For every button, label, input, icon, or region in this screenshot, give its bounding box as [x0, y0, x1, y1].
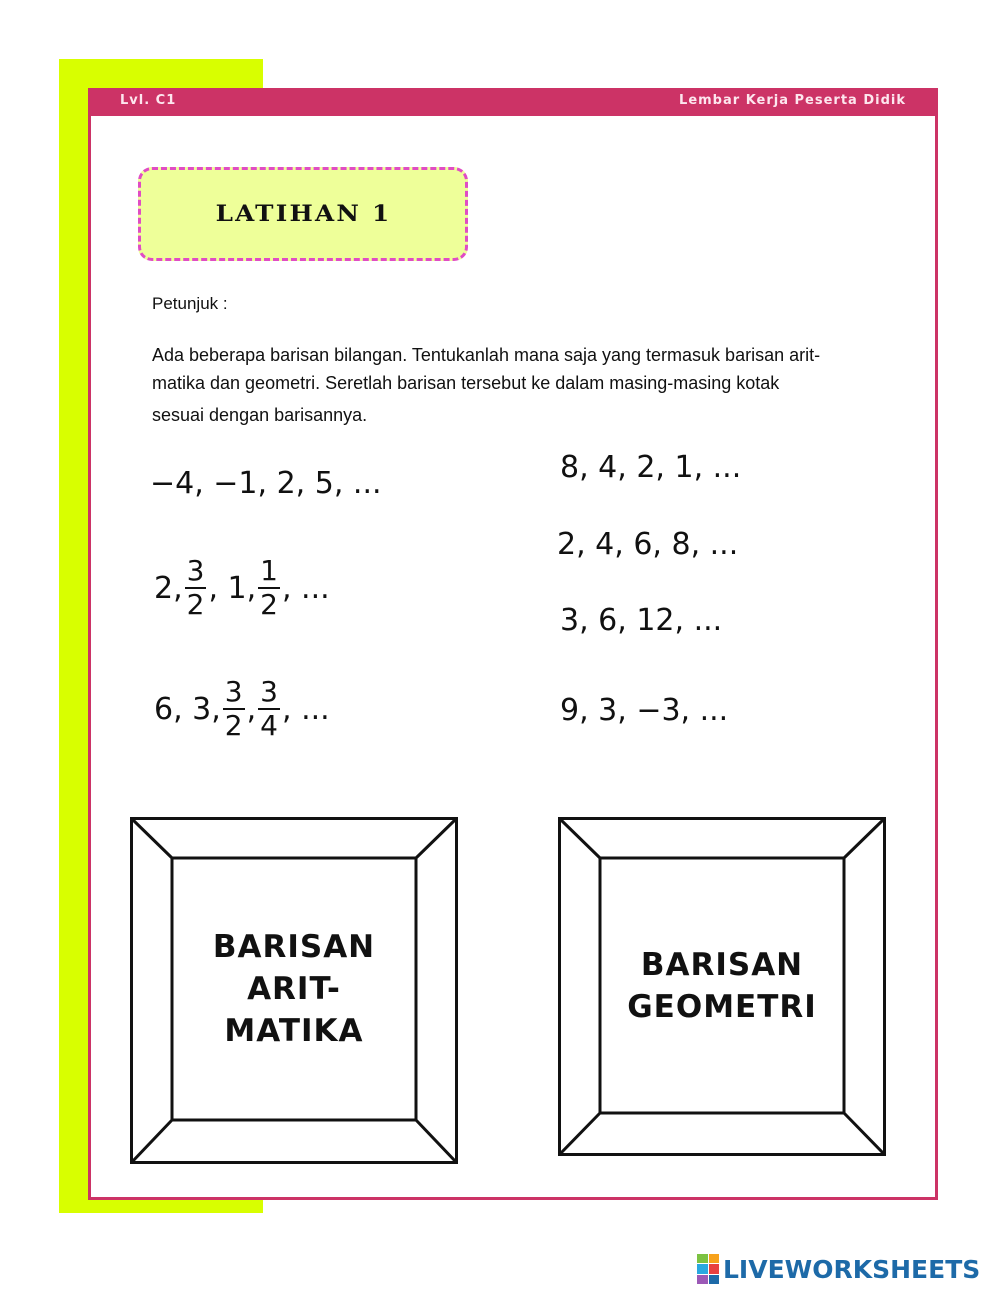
exercise-title: LATIHAN 1	[215, 201, 391, 227]
sequence-card[interactable]	[560, 603, 722, 638]
sequence-text: 2,	[154, 570, 183, 606]
fraction-denominator: 2	[224, 709, 243, 742]
fraction-numerator: 3	[224, 675, 243, 708]
instructions-line: Ada beberapa barisan bilangan. Tentukanlah mana saja yang termasuk barisan arit-	[152, 345, 821, 365]
geometric-label-line: BARISAN	[640, 946, 804, 983]
sequence-text: 3, 6, 12, ...	[560, 603, 723, 638]
fraction-numerator: 3	[186, 554, 205, 587]
geometric-label-line: GEOMETRI	[627, 988, 817, 1025]
sequence-text: , ...	[282, 691, 330, 727]
instructions-text	[152, 341, 912, 429]
sequence-card[interactable]	[560, 450, 741, 485]
sequence-text: , ...	[281, 570, 330, 606]
instructions-label: Petunjuk :	[152, 294, 228, 313]
header-bar	[88, 88, 938, 116]
sequence-text: −4, −1, 2, 5, ...	[150, 466, 382, 501]
arithmetic-label-line: BARISAN	[212, 929, 376, 965]
fraction-numerator: 1	[260, 554, 278, 587]
fraction	[223, 676, 245, 742]
sequence-text: 8, 4, 2, 1, ...	[560, 450, 742, 485]
sequence-text: 2, 4, 6, 8, ...	[557, 527, 739, 562]
fraction-numerator: 3	[260, 675, 278, 708]
sequence-card[interactable]	[557, 527, 738, 562]
arithmetic-label-line: MATIKA	[224, 1013, 364, 1049]
sequence-card[interactable]	[154, 676, 330, 742]
sequence-text: 6, 3,	[154, 691, 221, 727]
instructions-line: matika dan geometri. Seretlah barisan tersebut ke dalam masing-masing kotak	[152, 373, 780, 393]
arithmetic-box-label	[172, 858, 416, 1120]
fraction	[258, 676, 280, 742]
fraction-denominator: 2	[186, 588, 205, 621]
instructions-line: sesuai dengan barisannya.	[152, 405, 368, 425]
liveworksheets-logo	[697, 1252, 980, 1286]
sequence-card[interactable]	[150, 466, 382, 501]
fraction-denominator: 4	[260, 709, 278, 742]
sequence-card[interactable]	[560, 693, 728, 728]
arithmetic-label-line: ARIT-	[247, 971, 341, 1007]
sequence-text: 9, 3, −3, ...	[560, 693, 729, 728]
fraction	[258, 555, 280, 621]
exercise-title-box	[138, 167, 468, 261]
sheet-title: Lembar Kerja Peserta Didik	[679, 93, 906, 108]
geometric-box-label	[600, 858, 844, 1113]
sequence-text: , 1,	[208, 570, 257, 606]
brand-mark-icon	[697, 1254, 719, 1284]
level-label: Lvl. C1	[120, 93, 177, 108]
sequence-card[interactable]	[154, 555, 330, 621]
fraction	[185, 555, 207, 621]
brand-name: LIVEWORKSHEETS	[723, 1254, 981, 1284]
fraction-denominator: 2	[260, 588, 278, 621]
sequence-text: ,	[246, 691, 257, 727]
